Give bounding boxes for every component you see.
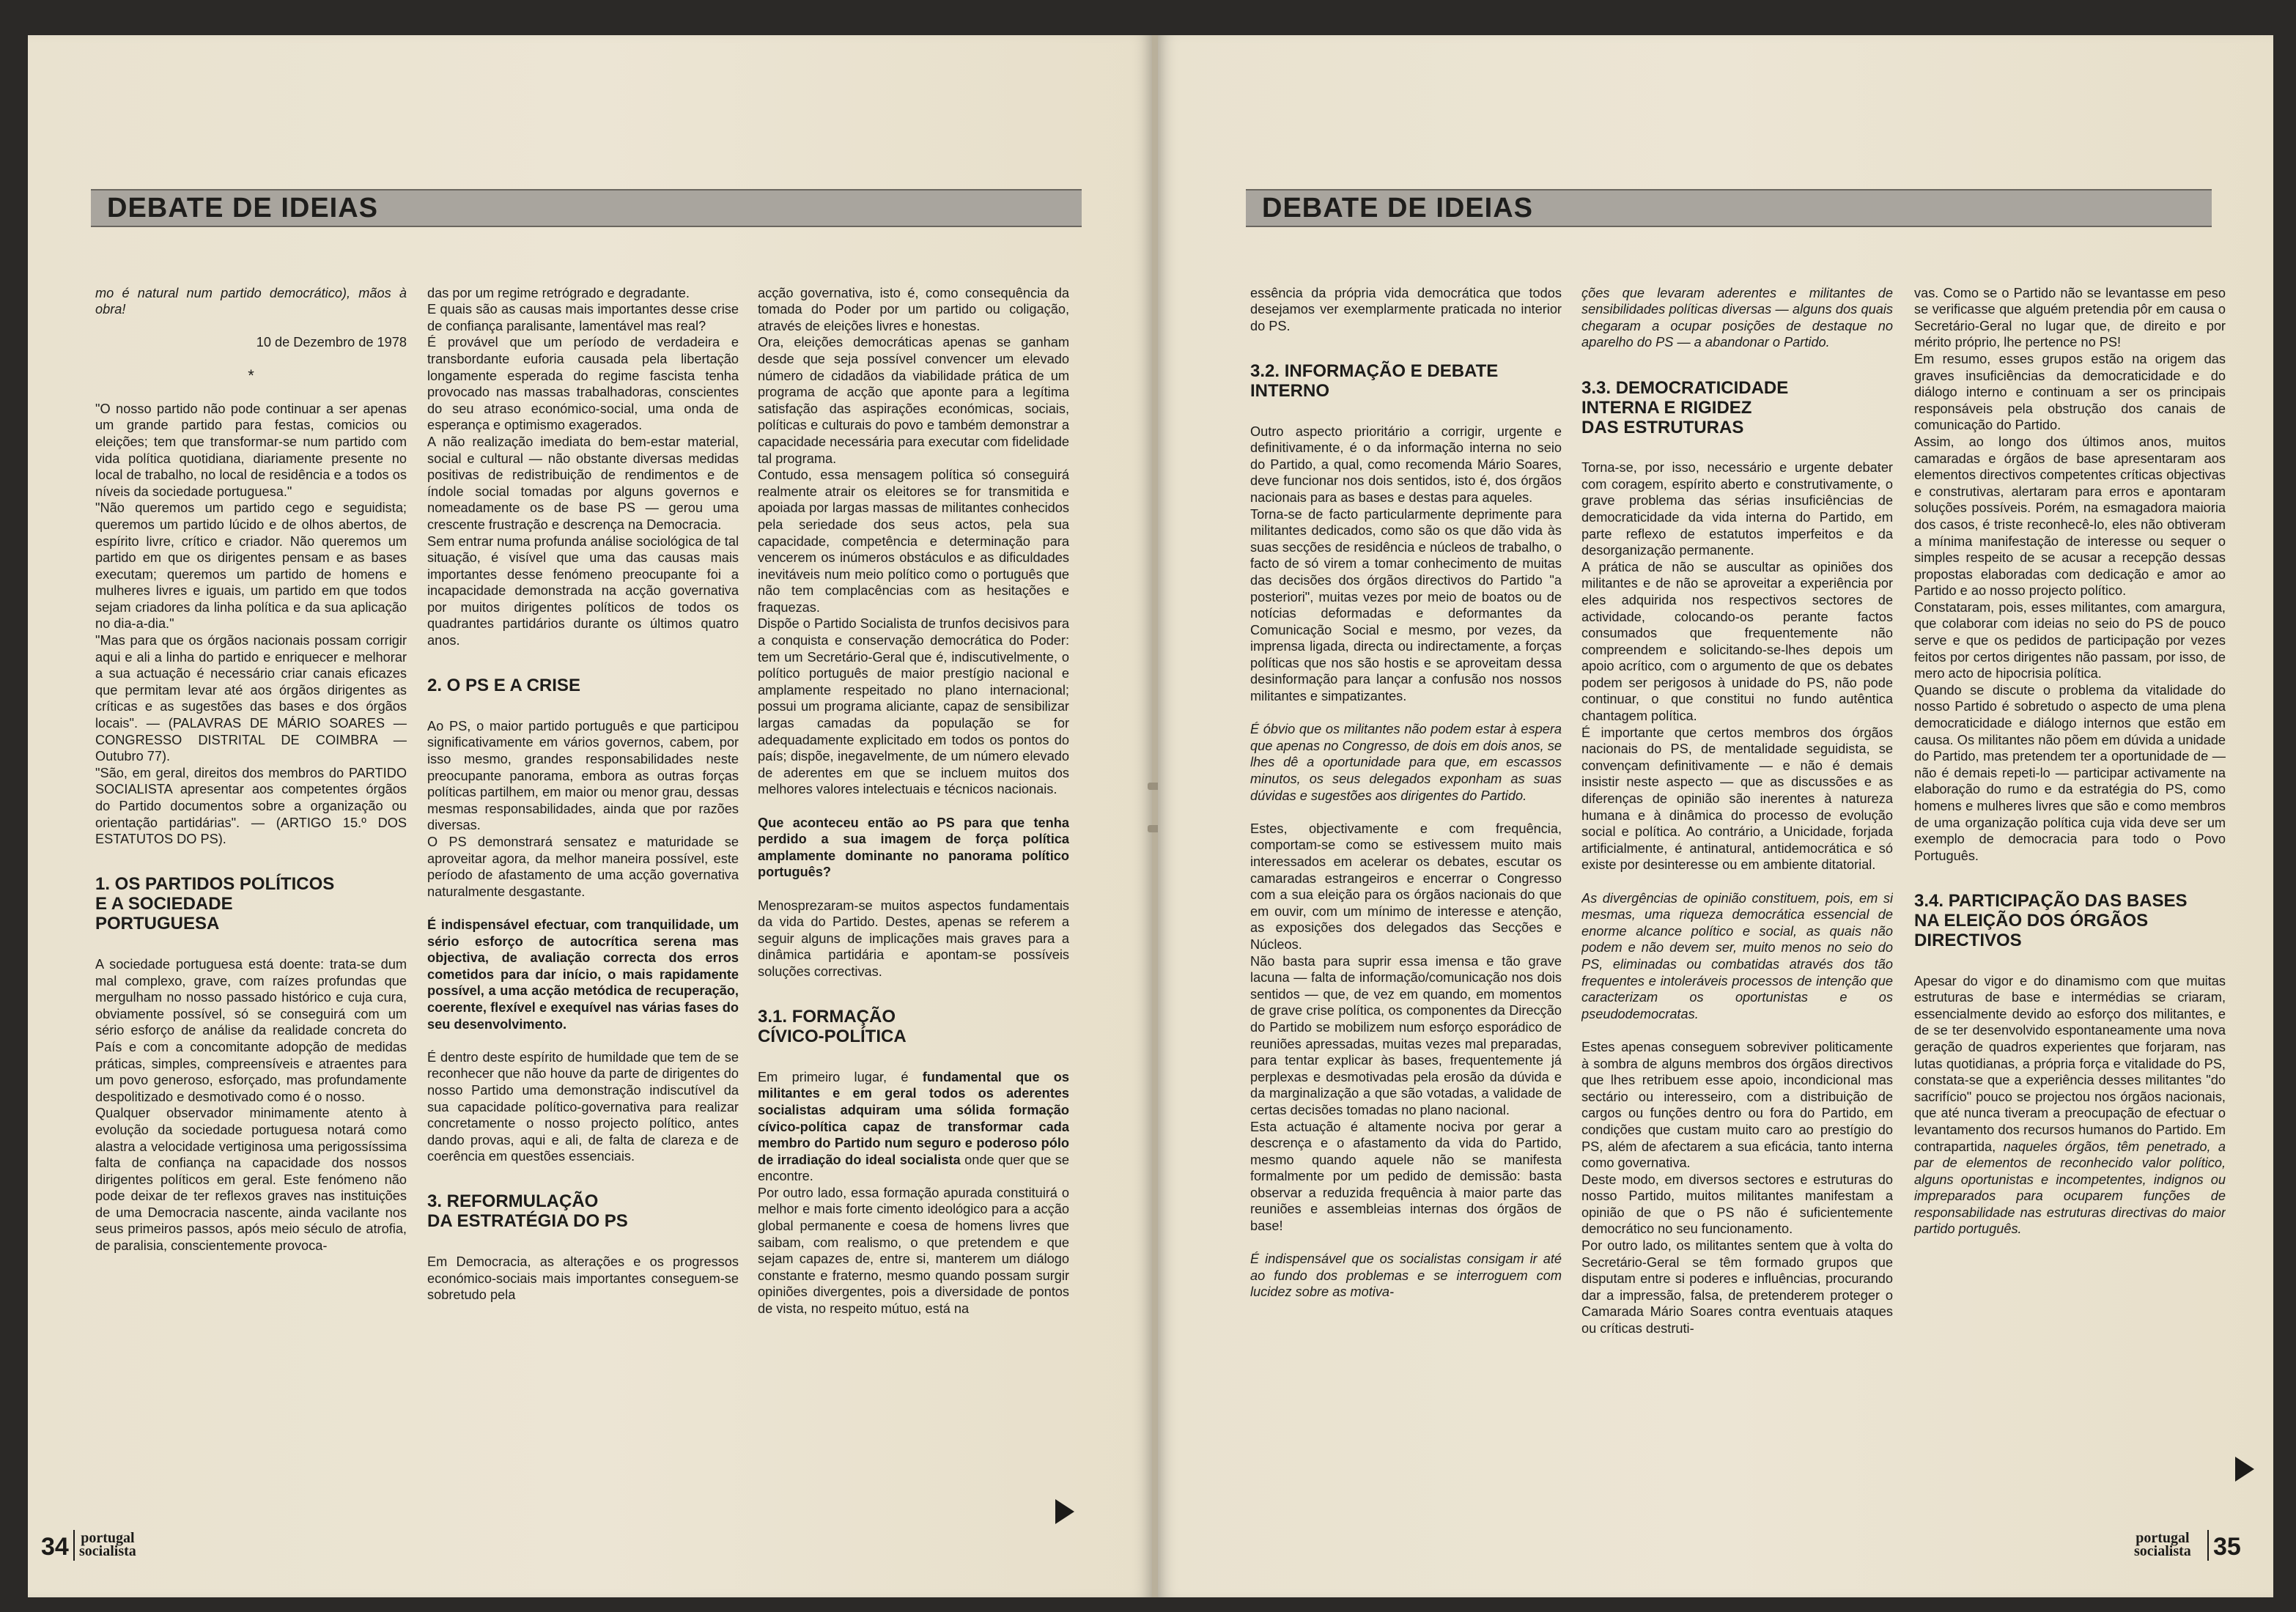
body-text: Menosprezaram-se muitos aspectos fundamentais da vida do Partido. Destes, apenas se referem a seguir alguns de implicações mais graves para a dinâmica partidária e apontam-se possíveis soluções correctivas. (758, 898, 1069, 979)
body-text: acção governativa, isto é, como consequência da tomada do Poder por um partido ou coligação, através de eleições livres e honestas. Ora, eleições democráticas apenas se ganham desde que seja possível convencer um elevado número de cidadãos da viabilidade prática de um programa de acção que aponte para a legítima satisfação das aspirações económicas, sociais, políticas e culturais do povo e também demonstrar a capacidade necessária para executar com fidelidade tal programa. Contudo, essa mensagem política só conseguirá realmente atrair os eleitores se for transmitida e apoiada por largas massas de militantes conhecidos pela seriedade dos seus actos, pela sua capacidade, competência e determinação para vencerem os inúmeros obstáculos e as dificuldades inevitáveis num meio político como o português que não tem complacências com as hesitações e fraquezas. Dispõe o Partido Socialista de trunfos decisivos para a conquista e conservação democrática do Poder: tem um Secretário-Geral que é, indiscutivelmente, o político português de maior prestígio nacional e amplamente respeitado no plano internacional; possui um programa aliciante, capaz de sensibilizar largas camadas da população se for adequadamente explicitado em todos os pontos do país; dispõe, inegavelmente, de um número elevado de aderentes em que se incluem muitos dos melhores valores intelectuais e técnicos nacionais. (758, 285, 1069, 797)
banner-title: DEBATE DE IDEIAS (1262, 193, 1534, 223)
body-text: Em Democracia, as alterações e os progressos económico-sociais mais importantes conseguem-se sobretudo pela (427, 1254, 739, 1303)
italic-paragraph: ções que levaram aderentes e militantes de sensibilidades políticas diversas — alguns dos quais chegaram a ocupar posições de destaque no aparelho do PS — a abandonar o Partido. (1581, 285, 1893, 350)
quotes-text: "O nosso partido não pode continuar a ser apenas um grande partido para festas, comicios ou eleições; tem que transformar-se num partido com vida política quotidiana, diariamente presente no local de trabalho, no local de residência e a todos os níveis da sociedade portuguesa." "Não queremos um partido cego e seguidista; queremos um partido lúcido e de olhos abertos, de espírito livre, crítico e criador. Não queremos um partido em que os dirigentes pensam e as bases executam; queremos um partido de homens e mulheres livres e iguais, um partido em que todos sejam criadores da linha política e da sua aplicação no dia-a-dia." "Mas para que os órgãos nacionais possam corrigir aqui e ali a linha do partido e enriquecer e melhorar a sua actuação é necessário criar canais eficazes que permitam levar até aos órgãos dirigentes as críticas e as sugestões das bases e dos órgãos locais". — (PALAVRAS DE MÁRIO SOARES — CONGRESSO DISTRITAL DE COIMBRA — Outubro 77). "São, em geral, direitos dos membros do PARTIDO SOCIALISTA apresentar aos competentes órgãos do Partido documentos sobre a organização ou orientação partidárias". — (ARTIGO 15.º DOS ESTATUTOS DO PS). (95, 401, 407, 847)
heading-section-2: 2. O PS E A CRISE (427, 676, 580, 696)
masthead-logo: portugal socialista (79, 1530, 136, 1559)
section-banner (91, 189, 1082, 227)
body-text: Estes, objectivamente e com frequência, comportam-se como se estivessem muito mais interessados em acelerar os debates, escutar os camaradas estrangeiros e encerrar o Congresso com a sua eleição para os órgãos nacionais do que em ouvir, com um mínimo de interesse e atenção, as exposições dos delegados das Secções e Núcleos. Não basta para suprir essa imensa e tão grave lacuna — falta de informação/comunicação nos dois sentidos — que, de vez em quando, em momentos de grave crise política, os componentes da Direcção do Partido se mobilizem num esforço esporádico de reuniões apressadas, muitas vezes mal preparadas, para tentar explicar às bases, frequentemente já perplexas e desmotivadas pela erosão da dúvida e da marginalização a que são votadas, a validade de certas decisões tomadas no plano nacional. Esta actuação é altamente nociva por gerar a descrença e o afastamento da vida do Partido, mesmo quando aquele não se manifesta formalmente por um pedido de demissão: basta observar a reduzida frequência à maior parte das reuniões e assembleias internas dos órgãos de base! (1250, 821, 1562, 1234)
mixed-paragraph (758, 1069, 1069, 1317)
body-text: Torna-se, por isso, necessário e urgente debater com coragem, espírito aberto e construtivamente, o grave problema das sérias insuficiências de democraticidade da vida interna do Partido, em parte reflexo de estatutos imperfeitos e da desorganização permanente. A prática de não se auscultar as opiniões dos militantes e de não se aproveitar a experiência por eles adquirida nos respectivos sectores de actividade, colocando-os perante factos consumados que frequentemente não compreendem e solicitando-se-lhes depois um apoio acrítico, com o argumento de que os debates podem ser perigosos à unidade do PS, não pode continuar, o que constitui no fundo autêntica chantagem política. É importante que certos membros dos órgãos nacionais do PS, de mentalidade seguidista, se convençam definitivamente — e não é demais insistir neste aspecto — que as discussões e as diferenças de opinião são inerentes à natureza humana e à dinâmica do processo de evolução social e política. Ao contrário, a Unicidade, forjada artificialmente, é antinatural, antidemocrática e só existe por desinteresse ou em ambiente ditatorial. (1581, 460, 1893, 873)
body-text: Em primeiro lugar, é (758, 1069, 923, 1084)
section-banner (1246, 189, 2212, 227)
left-column-2 (427, 268, 739, 1320)
bold-question: Que aconteceu então ao PS para que tenha perdido a sua imagem de força política amplamente dominante no panorama político português? (758, 815, 1069, 880)
heading-section-3: 3. REFORMULAÇÃO DA ESTRATÉGIA DO PS (427, 1191, 628, 1232)
left-column-3 (758, 268, 1069, 1334)
masthead-logo: portugal socialista (2134, 1530, 2191, 1559)
italic-paragraph: As divergências de opinião constituem, pois, em si mesmas, uma riqueza democrática essencial de enorme alcance político e social, as quais não podem e não devem ser, muito menos no seio do PS, eliminadas ou combatidas através dos tão frequentes e intoleráveis processos de intenção que caracterizam os oportunistas e os pseudodemocratas. (1581, 890, 1893, 1021)
spine-gutter (1152, 35, 1158, 1597)
article-date: 10 de Dezembro de 1978 (256, 335, 407, 350)
heading-section-1: 1. OS PARTIDOS POLÍTICOS E A SOCIEDADE PORTUGUESA (95, 874, 335, 934)
body-text: essência da própria vida democrática que todos desejamos ver exemplarmente praticada no interior do PS. (1250, 285, 1562, 333)
heading-section-3-4: 3.4. PARTICIPAÇÃO DAS BASES NA ELEIÇÃO DOS ÓRGÃOS DIRECTIVOS (1914, 890, 2188, 950)
italic-paragraph: É indispensável que os socialistas consigam ir até ao fundo dos problemas e se interroguem com lucidez sobre as motiva- (1250, 1251, 1562, 1300)
page-number: 35 (2213, 1533, 2241, 1561)
body-text: Apesar do vigor e do dinamismo com que muitas estruturas de base e intermédias se criaram, essencialmente devido ao esforço dos militantes, e de se ter desenvolvido espontaneamente uma nova geração de quadros experientes que forjaram, nas lutas quotidianas, a própria força e vitalidade do PS, constata-se que a experiência desses militantes "do sacrifício" pouco se projectou nos órgãos nacionais, que até nunca tiveram a preocupação de efectuar o levantamento dos recursos humanos do Partido. Em contrapartida, (1914, 973, 2226, 1154)
bold-inline: fundamental que os militantes e em geral todos os aderentes socialistas adquiram uma sólida formação cívico-política capaz de transformar cada membro do Partido num seguro e poderoso pólo de irradiação do ideal socialista (758, 1069, 1069, 1167)
banner-title: DEBATE DE IDEIAS (107, 193, 379, 223)
body-text: vas. Como se o Partido não se levantasse em peso se verificasse que alguém pretendia pôr em causa o Secretário-Geral no lugar que, de direito e por mérito próprio, lhe pertence no PS! Em resumo, esses grupos estão na origem das graves insuficiências da democraticidade e do diálogo interno e continuam a ser os principais responsáveis pela obstrução dos canais de comunicação do Partido. Assim, ao longo dos últimos anos, muitos camaradas e órgãos de base apresentaram aos elementos directivos competentes críticas objectivas e construtivas, alertaram para erros e apontaram soluções possíveis. Porém, na esmagadora maioria dos casos, é triste reconhecê-lo, eles não obtiveram a mínima manifestação de interesse ou sequer o simples respeito de se acusar a recepção dessas propostas elaboradas com dedicação e amor ao Partido e ao nosso projecto político. Constataram, pois, esses militantes, com amargura, que colaborar com ideias no seio do PS de pouco serve e que os pedidos de participação por vezes feitos por certos dirigentes não passam, por isso, de mero acto de hipocrisia política. Quando se discute o problema da vitalidade do nosso Partido é sobretudo o aspecto de uma plena democraticidade e diálogo internos que estão em causa. Os militantes não põem em dúvida a unidade do Partido, mas pretendem ter a oportunidade de — não é demais repeti-lo — participar activamente na elaboração do rumo e da estratégia do PS, como homens e mulheres livres que são e como membros de uma organização política cuja vida deve ser um exemplo de democracia para todo o Povo Português. (1914, 285, 2226, 863)
right-column-3 (1914, 268, 2226, 1254)
bold-paragraph: É indispensável efectuar, com tranquilidade, um sério esforço de autocrítica serena mas objectiva, de avaliação correcta dos erros cometidos para dar início, o mais rapidamente possível, a uma acção metódica de recuperação, coerente, flexível e exequível nas várias fases do seu desenvolvimento. (427, 917, 739, 1032)
left-column-1 (95, 268, 407, 1271)
heading-section-3-3: 3.3. DEMOCRATICIDADE INTERNA E RIGIDEZ DAS ESTRUTURAS (1581, 377, 1789, 437)
magazine-spread (28, 35, 2273, 1597)
body-text: das por um regime retrógrado e degradante. E quais são as causas mais importantes desse crise de confiança paralisante, lamentável mas real? É provável que um período de verdadeira e transbordante euforia causada pela libertação longamente esperada do regime fascista tenha provocado nas massas trabalhadoras, conscientes do seu atraso económico-social, uma onda de esperança e optimismo exagerados. A não realização imediata do bem-estar material, social e cultural — não obstante diversas medidas positivas de redistribuição de rendimentos e de índole social tomadas por alguns governos e nomeadamente os de base PS — gerou uma crescente frustração e descrença na Democracia. Sem entrar numa profunda análise sociológica de tal situação, é visível que uma das causas mais importantes desse fenómeno preocupante foi a incapacidade demonstrada na acção governativa por muitos dirigentes políticos de todos os quadrantes partidários durante os últimos quatro anos. (427, 285, 739, 648)
body-text: A sociedade portuguesa está doente: trata-se dum mal complexo, grave, com raízes profundas que mergulham no nosso passado histórico e cuja cura, obviamente possível, só se conseguirá com um sério esforço de análise da realidade concreta do País e com a concomitante adopção de medidas práticas, simples, compreensíveis e atraentes para um povo generoso, esforçado, mas profundamente despolitizado e desmotivado como é o nosso. Qualquer observador minimamente atento à evolução da sociedade portuguesa notará como alastra a velocidade vertiginosa uma perigossíssima falta de confiança na capacidade dos nossos dirigentes políticos em geral. Este fenómeno não pode deixar de ter reflexos graves nas instituições de uma Democracia nascente, ainda vacilante nos seus primeiros passos, após meio século de atrofia, de paralisia, conscientemente provoca- (95, 956, 407, 1254)
heading-section-3-1: 3.1. FORMAÇÃO CÍVICO-POLÍTICA (758, 1007, 907, 1047)
folio-divider (2207, 1530, 2209, 1561)
left-page (28, 35, 1152, 1597)
body-text: Estes apenas conseguem sobreviver politicamente à sombra de alguns membros dos órgãos directivos que lhes retribuem esse apoio, incondicional mas sectário ou interesseiro, com a distribuição de cargos ou funções dentro ou fora do Partido, em condições que custam muito caro ao prestígio do PS, além de afectarem a sua eficácia, tanto interna como governativa. Deste modo, em diversos sectores e estruturas do nosso Partido, muitos militantes manifestam a opinião de que o PS não é suficientemente democrático no seu funcionamento. Por outro lado, os militantes sentem que à volta do Secretário-Geral se têm formado grupos que disputam entre si poderes e influências, procurando dar a impressão, falsa, de pretenderem proteger o Camarada Mário Soares contra eventuais ataques ou críticas destruti- (1581, 1039, 1893, 1336)
right-page (1158, 35, 2273, 1597)
body-text: Ao PS, o maior partido português e que participou significativamente em vários governos, cabem, por isso mesmo, grandes responsabilidades neste preocupante panorama, embora as outras forças políticas partilhem, em maior ou menor grau, dessas mesmas responsabilidades, ainda que por razões diversas. O PS demonstrará sensatez e maturidade se aproveitar agora, da melhor maneira possível, este período de afastamento de uma acção governativa naturalmente desgastante. (427, 718, 739, 899)
italic-paragraph: É óbvio que os militantes não podem estar à espera que apenas no Congresso, de dois em dois anos, se lhes dê a oportunidade para que, em escassos minutos, os seus delegados exponham as suas dúvidas e sugestões aos dirigentes do Partido. (1250, 722, 1562, 803)
right-column-1 (1250, 268, 1562, 1317)
separator-star: * (248, 366, 254, 385)
intro-text: mo é natural num partido democrático), mãos à obra! (95, 285, 407, 317)
body-text: É dentro deste espírito de humildade que tem de se reconhecer que não houve da parte de dirigentes do nosso Partido uma demonstração indiscutível da sua capacidade político-governativa para realizar concretamente o nosso projecto político, antes dando provas, aqui e ali, de falta de clareza e de coerência em questões essenciais. (427, 1049, 739, 1164)
folio-divider (73, 1530, 75, 1561)
continue-arrow-icon (1055, 1499, 1074, 1524)
italic-inline: naqueles órgãos, têm penetrado, a par de elementos de reconhecido valor político, alguns oportunistas e incompetentes, indignos ou impreparados para ocuparem funções de responsabilidade nas estruturas directivas do maior partido português. (1914, 1139, 2226, 1237)
heading-section-3-2: 3.2. INFORMAÇÃO E DEBATE INTERNO (1250, 361, 1499, 401)
mixed-paragraph (1914, 973, 2226, 1238)
page-number: 34 (41, 1533, 69, 1561)
body-text: Outro aspecto prioritário a corrigir, urgente e definitivamente, é o da informação interna no seio do Partido, a qual, como recomenda Mário Soares, deve funcionar nos dois sentidos, isto é, dos órgãos nacionais para as bases e destas para aqueles. Torna-se de facto particularmente deprimente para militantes dedicados, como são os que dão vida às suas secções de residência e núcleos de trabalho, o facto de só virem a tomar conhecimento de muitas das decisões dos órgãos directivos do Partido "a posteriori", muitas vezes por meio de boatos ou de notícias deformadas e deformantes da Comunicação Social e mesmo, por vezes, da imprensa ligada, directa ou indirectamente, a forças políticas que nos são hostis e se aproveitam dessa desinformação para lançar a confusão nos nossos militantes e simpatizantes. (1250, 424, 1562, 704)
continue-arrow-icon (2235, 1457, 2254, 1482)
body-text: onde quer que se encontre. Por outro lado, essa formação apurada constituirá o melhor e mais forte cimento ideológico para a acção global permanente e coesa de homens livres que saibam, com realismo, o que pretendem e que sejam capazes de, entre si, manterem um diálogo constante e fraterno, mesmo quando possam surgir opiniões divergentes, pois a diversidade de pontos de vista, no respeito mútuo, está na (758, 1152, 1069, 1317)
right-column-2 (1581, 268, 1893, 1353)
